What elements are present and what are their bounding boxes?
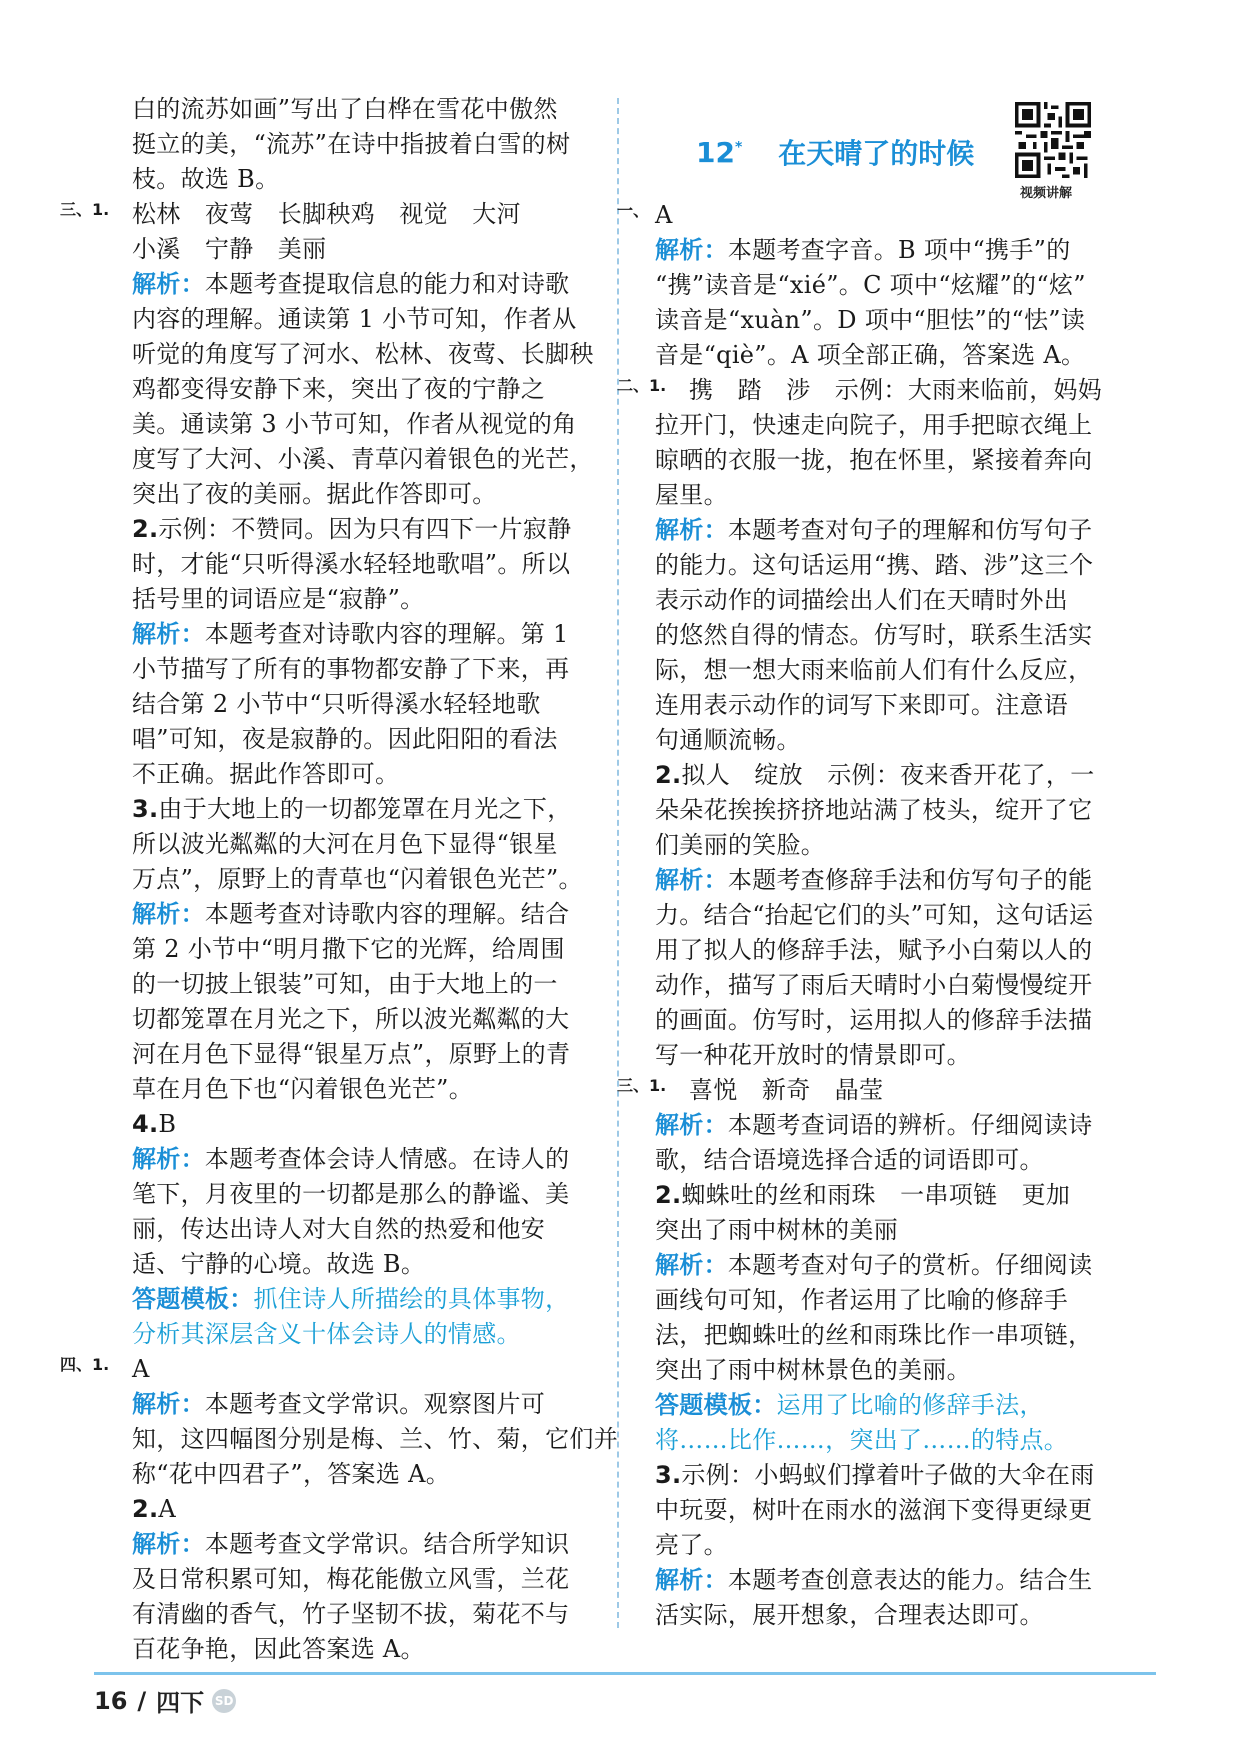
analysis-line: 际，想一想大雨来临前人们有什么反应， xyxy=(655,656,1093,684)
answer-line: 拟人 绽放 示例：夜来香开花了，一 xyxy=(681,761,1095,789)
analysis-line: 美。通读第 3 小节可知，作者从视觉的角 xyxy=(132,410,577,438)
analysis-label: 解析： xyxy=(132,1390,205,1418)
analysis-label: 解析： xyxy=(132,900,205,928)
analysis-line: 知，这四幅图分别是梅、兰、竹、菊，它们并 xyxy=(132,1425,618,1453)
analysis-line: 本题考查提取信息的能力和对诗歌 xyxy=(204,270,570,298)
analysis-line: 读音是“xuàn”。D 项中“胆怯”的“怯”读 xyxy=(655,306,1086,334)
answer-line: 万点”，原野上的青草也“闪着银色光芒”。 xyxy=(132,865,583,893)
analysis-line: 突出了雨中树林景色的美丽。 xyxy=(655,1356,971,1384)
analysis-line: 的能力。这句话运用“携、踏、涉”这三个 xyxy=(655,551,1094,579)
question-number: 3. xyxy=(655,1461,682,1489)
analysis-line: 本题考查对句子的赏析。仔细阅读 xyxy=(727,1251,1093,1279)
analysis-line: 称“花中四君子”，答案选 A。 xyxy=(132,1460,450,1488)
question-block xyxy=(94,512,594,792)
analysis-line: 写一种花开放时的情景即可。 xyxy=(655,1041,971,1069)
analysis-line: 不正确。据此作答即可。 xyxy=(132,760,400,788)
analysis-line: 结合第 2 小节中“只听得溪水轻轻地歌 xyxy=(132,690,541,718)
left-column xyxy=(60,92,618,1667)
analysis-label: 解析： xyxy=(132,270,205,298)
analysis-line: 本题考查文学常识。观察图片可 xyxy=(204,1390,546,1418)
analysis-line: 本题考查字音。B 项中“携手”的 xyxy=(727,236,1071,264)
analysis-block xyxy=(655,513,1155,758)
analysis-line: 歌，结合语境选择合适的词语即可。 xyxy=(655,1146,1044,1174)
analysis-line: 法，把蜘蛛吐的丝和雨珠比作一串项链， xyxy=(655,1321,1093,1349)
question-number: 4. xyxy=(132,1110,159,1138)
answer-line: 示例：不赞同。因为只有四下一片寂静 xyxy=(158,515,572,543)
analysis-line: 的一切披上银装”可知，由于大地上的一 xyxy=(132,970,558,998)
answer-line: 屋里。 xyxy=(655,481,728,509)
page-number: 16 xyxy=(94,1686,128,1715)
answer-line: 拉开门，快速走向院子，用手把晾衣绳上 xyxy=(655,411,1093,439)
grade-label: 四下 xyxy=(156,1689,205,1717)
question-block xyxy=(60,197,594,267)
right-column xyxy=(617,198,1155,1633)
analysis-line: 小节描写了所有的事物都安静了下来，再 xyxy=(132,655,570,683)
answer-line: 们美丽的笑脸。 xyxy=(655,831,826,859)
analysis-line: 度写了大河、小溪、青草闪着银色的光芒， xyxy=(132,445,594,473)
analysis-label: 解析： xyxy=(132,1530,205,1558)
analysis-label: 解析： xyxy=(132,1145,205,1173)
template-line: 将……比作……，突出了……的特点。 xyxy=(655,1426,1069,1454)
question-number: 四、1. xyxy=(60,1355,110,1374)
answer-line: 突出了雨中树林的美丽 xyxy=(655,1216,898,1244)
question-block xyxy=(617,1073,1155,1108)
analysis-label: 解析： xyxy=(655,516,728,544)
analysis-line: 画线句可知，作者运用了比喻的修辞手 xyxy=(655,1286,1069,1314)
analysis-line: 的画面。仿写时，运用拟人的修辞手法描 xyxy=(655,1006,1093,1034)
question-number: 2. xyxy=(132,1495,159,1523)
template-line: 抓住诗人所描绘的具体事物， xyxy=(253,1285,570,1313)
analysis-line: 表示动作的词描绘出人们在天晴时外出 xyxy=(655,586,1069,614)
question-number: 三、1. xyxy=(60,200,110,219)
analysis-line: 本题考查体会诗人情感。在诗人的 xyxy=(204,1145,570,1173)
analysis-line: 本题考查词语的辨析。仔细阅读诗 xyxy=(727,1111,1093,1139)
analysis-line: 适、宁静的心境。故选 B。 xyxy=(132,1250,426,1278)
question-number: 三、1. xyxy=(617,1076,667,1095)
analysis-line: 本题考查对诗歌内容的理解。结合 xyxy=(204,900,570,928)
answer-line: 所以波光粼粼的大河在月色下显得“银星 xyxy=(132,830,558,858)
analysis-block xyxy=(655,1108,1155,1633)
analysis-label: 解析： xyxy=(132,620,205,648)
analysis-line: 有清幽的香气，竹子坚韧不拔，菊花不与 xyxy=(132,1600,570,1628)
answer-line: A xyxy=(132,1355,150,1383)
answer-line: 携 踏 涉 示例：大雨来临前，妈妈 xyxy=(689,376,1103,404)
lesson-number: 12* xyxy=(696,135,743,169)
qr-label: 视频讲解 xyxy=(1020,186,1073,201)
analysis-line: 内容的理解。通读第 1 小节可知，作者从 xyxy=(132,305,577,333)
analysis-line: 本题考查文学常识。结合所学知识 xyxy=(204,1530,570,1558)
analysis-label: 解析： xyxy=(655,1251,728,1279)
question-block xyxy=(94,1107,594,1352)
analysis-line: 笔下，月夜里的一切都是那么的静谧、美 xyxy=(132,1180,570,1208)
analysis-label: 解析： xyxy=(655,236,728,264)
answer-line: 括号里的词语应是“寂静”。 xyxy=(132,585,425,613)
analysis-line: 活实际，展开想象，合理表达即可。 xyxy=(655,1601,1044,1629)
analysis-line: 本题考查创意表达的能力。结合生 xyxy=(727,1566,1093,1594)
question-block xyxy=(94,792,594,1107)
analysis-label: 解析： xyxy=(655,1566,728,1594)
analysis-line: 鸡都变得安静下来，突出了夜的宁静之 xyxy=(132,375,546,403)
template-line: 分析其深层含义十体会诗人的情感。 xyxy=(132,1320,521,1348)
answer-line: 蜘蛛吐的丝和雨珠 一串项链 更加 xyxy=(681,1181,1071,1209)
analysis-line: 句通顺流畅。 xyxy=(655,726,801,754)
analysis-line: 本题考查对句子的理解和仿写句子 xyxy=(727,516,1093,544)
analysis-line: 草在月色下也“闪着银色光芒”。 xyxy=(132,1075,474,1103)
question-number: 3. xyxy=(132,795,159,823)
analysis-block xyxy=(655,233,1155,373)
answer-line: 小溪 宁静 美丽 xyxy=(132,235,327,263)
answer-line: 喜悦 新奇 晶莹 xyxy=(689,1076,884,1104)
analysis-line: 切都笼罩在月光之下，所以波光粼粼的大 xyxy=(132,1005,570,1033)
question-number: 2. xyxy=(132,515,159,543)
question-block xyxy=(617,198,1155,233)
qr-code-icon[interactable] xyxy=(1015,102,1091,178)
footer-rule xyxy=(94,1672,1156,1675)
question-number: 2. xyxy=(655,761,682,789)
analysis-line: 用了拟人的修辞手法，赋予小白菊以人的 xyxy=(655,936,1093,964)
template-label: 答题模板： xyxy=(132,1285,254,1313)
analysis-label: 解析： xyxy=(655,1111,728,1139)
answer-line: A xyxy=(655,201,673,229)
analysis-line: 河在月色下显得“银星万点”，原野上的青 xyxy=(132,1040,571,1068)
analysis-line: 第 2 小节中“明月撒下它的光辉，给周围 xyxy=(132,935,565,963)
analysis-line: “携”读音是“xié”。C 项中“炫耀”的“炫” xyxy=(655,271,1086,299)
answer-line: 由于大地上的一切都笼罩在月光之下， xyxy=(158,795,572,823)
analysis-line: 音是“qiè”。A 项全部正确，答案选 A。 xyxy=(655,341,1086,369)
lesson-title xyxy=(696,130,974,174)
analysis-block xyxy=(94,267,594,512)
answer-line: 示例：小蚂蚁们撑着叶子做的大伞在雨 xyxy=(681,1461,1095,1489)
analysis-line: 丽，传达出诗人对大自然的热爱和他安 xyxy=(132,1215,546,1243)
answer-line: 中玩耍，树叶在雨水的滋润下变得更绿更 xyxy=(655,1496,1093,1524)
analysis-line: 连用表示动作的词写下来即可。注意语 xyxy=(655,691,1069,719)
analysis-line: 的悠然自得的情态。仿写时，联系生活实 xyxy=(655,621,1093,649)
analysis-line: 听觉的角度写了河水、松林、夜莺、长脚秧 xyxy=(132,340,594,368)
analysis-line: 力。结合“抬起它们的头”可知，这句话运 xyxy=(655,901,1094,929)
text-line: 挺立的美，“流苏”在诗中指披着白雪的树 xyxy=(132,130,571,158)
analysis-label: 解析： xyxy=(655,866,728,894)
analysis-line: 动作，描写了雨后天晴时小白菊慢慢绽开 xyxy=(655,971,1093,999)
analysis-line: 本题考查对诗歌内容的理解。第 1 xyxy=(204,620,569,648)
analysis-line: 及日常积累可知，梅花能傲立风雪，兰花 xyxy=(132,1565,570,1593)
answer-line: 亮了。 xyxy=(655,1531,728,1559)
analysis-line: 唱”可知，夜是寂静的。因此阳阳的看法 xyxy=(132,725,558,753)
text-line: 枝。故选 B。 xyxy=(132,165,280,193)
template-label: 答题模板： xyxy=(655,1391,777,1419)
text-line: 白的流苏如画”写出了白桦在雪花中傲然 xyxy=(132,95,558,123)
answer-line: 松林 夜莺 长脚秧鸡 视觉 大河 xyxy=(132,200,521,228)
question-number: 2. xyxy=(655,1181,682,1209)
question-number: 二、1. xyxy=(617,376,667,395)
footer-separator: / xyxy=(137,1686,147,1715)
analysis-line: 百花争艳，因此答案选 A。 xyxy=(132,1635,425,1663)
analysis-block xyxy=(94,1387,618,1667)
question-block xyxy=(655,758,1155,1073)
template-line: 运用了比喻的修辞手法， xyxy=(776,1391,1044,1419)
analysis-line: 突出了夜的美丽。据此作答即可。 xyxy=(132,480,497,508)
lesson-title-text: 在天晴了的时候 xyxy=(778,137,975,170)
analysis-line: 本题考查修辞手法和仿写句子的能 xyxy=(727,866,1093,894)
edition-badge: SD xyxy=(212,1689,236,1713)
answer-line: A xyxy=(158,1495,177,1523)
question-number: 一、 xyxy=(617,201,650,220)
column-divider xyxy=(617,98,619,1628)
answer-line: B xyxy=(158,1110,177,1138)
question-block xyxy=(60,1352,594,1387)
question-block xyxy=(617,373,1155,513)
page-footer xyxy=(94,1683,236,1718)
answer-line: 时，才能“只听得溪水轻轻地歌唱”。所以 xyxy=(132,550,571,578)
answer-line: 晾晒的衣服一拢，抱在怀里，紧接着奔向 xyxy=(655,446,1093,474)
answer-line: 朵朵花挨挨挤挤地站满了枝头，绽开了它 xyxy=(655,796,1093,824)
